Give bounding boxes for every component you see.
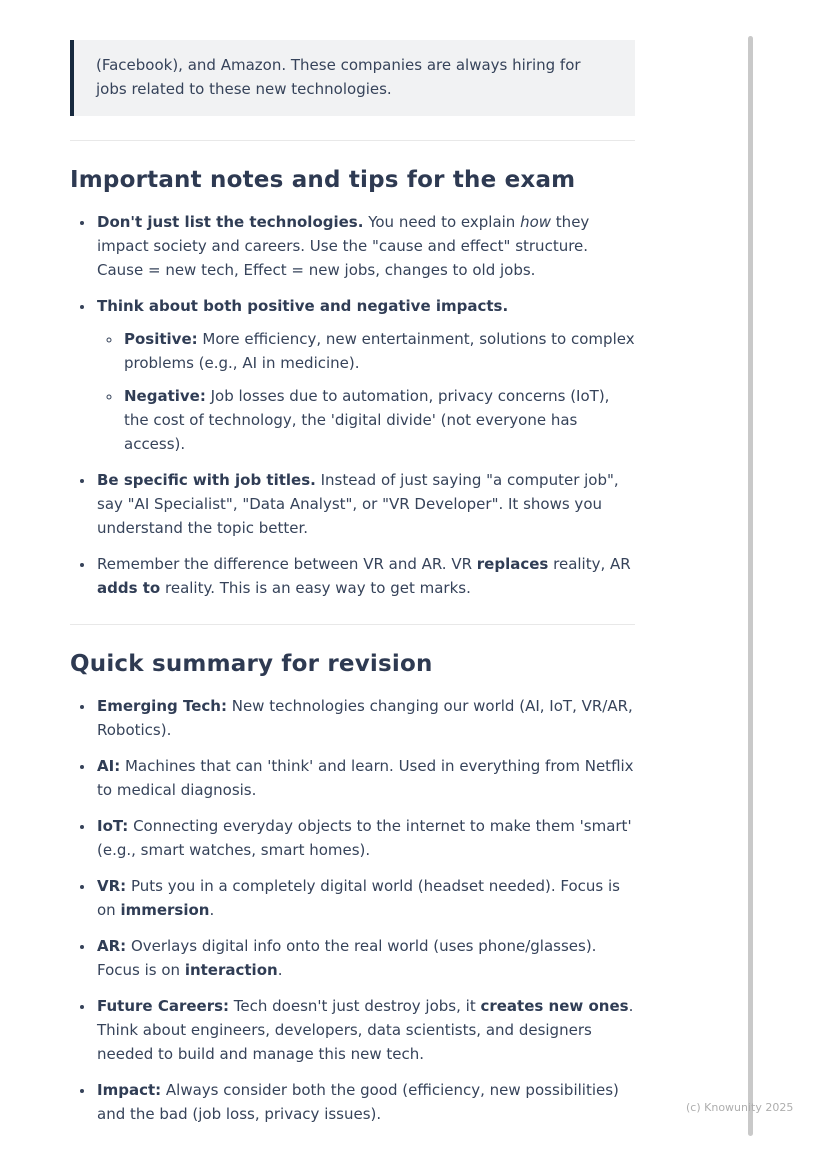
text-segment: Job losses due to automation, privacy concerns (IoT), the cost of technology, the 'digital divide' (not everyone has access). xyxy=(124,386,610,453)
list-item xyxy=(95,994,635,1066)
exam-tips-list xyxy=(70,210,635,600)
text-segment: Don't just list the technologies. xyxy=(97,212,364,231)
list-item xyxy=(95,552,635,600)
list-item xyxy=(95,1078,635,1126)
text-segment: Always consider both the good (efficiency, new possibilities) and the bad (job loss, privacy issues). xyxy=(97,1080,619,1123)
text-segment: VR: xyxy=(97,876,127,895)
text-segment: IoT: xyxy=(97,816,129,835)
text-segment: Puts you in a completely digital world (headset needed). Focus is on xyxy=(97,876,620,919)
text-segment: More efficiency, new entertainment, solutions to complex problems (e.g., AI in medicine). xyxy=(124,329,635,372)
list-item xyxy=(95,294,635,456)
exam-section-heading: Important notes and tips for the exam xyxy=(70,166,576,193)
text-segment: Tech doesn't just destroy jobs, it xyxy=(229,996,481,1015)
text-segment: Machines that can 'think' and learn. Used in everything from Netflix to medical diagnosis. xyxy=(97,756,634,799)
text-segment: replaces xyxy=(476,554,549,573)
document-content xyxy=(70,40,635,1138)
text-segment: Future Careers: xyxy=(97,996,230,1015)
list-item xyxy=(95,694,635,742)
text-segment: Overlays digital info onto the real world (uses phone/glasses). Focus is on xyxy=(97,936,597,979)
list-subitem xyxy=(122,384,635,456)
text-segment: interaction xyxy=(184,960,278,979)
list-subitem xyxy=(122,327,635,375)
text-segment: Positive: xyxy=(124,329,198,348)
copyright-text: (c) Knowunity 2025 xyxy=(686,1101,794,1114)
text-segment: Think about both positive and negative impacts. xyxy=(97,296,509,315)
text-segment: AI: xyxy=(97,756,121,775)
text-segment: Connecting everyday objects to the internet to make them 'smart' (e.g., smart watches, smart homes). xyxy=(97,816,632,859)
section-divider xyxy=(70,140,635,141)
list-item xyxy=(95,814,635,862)
text-segment: AR: xyxy=(97,936,127,955)
text-segment: immersion xyxy=(120,900,210,919)
list-item xyxy=(95,468,635,540)
text-segment: . xyxy=(277,960,283,979)
text-segment: Instead of just saying "a computer job", say "AI Specialist", "Data Analyst", or "VR Developer". It shows you understand the topic better. xyxy=(97,470,619,537)
text-segment: . xyxy=(209,900,215,919)
text-segment: adds to xyxy=(97,578,161,597)
list-item xyxy=(95,754,635,802)
text-segment: reality, AR xyxy=(548,554,631,573)
text-segment: New technologies changing our world (AI, IoT, VR/AR, Robotics). xyxy=(97,696,633,739)
summary-list xyxy=(70,694,635,1126)
text-segment: You need to explain xyxy=(363,212,521,231)
text-segment: Impact: xyxy=(97,1080,162,1099)
list-item xyxy=(95,874,635,922)
section-divider xyxy=(70,624,635,625)
list-item xyxy=(95,934,635,982)
text-segment: Remember the difference between VR and AR. VR xyxy=(97,554,477,573)
text-segment: Emerging Tech: xyxy=(97,696,227,715)
text-segment: Negative: xyxy=(124,386,206,405)
text-segment: creates new ones xyxy=(480,996,629,1015)
text-segment: Be specific with job titles. xyxy=(97,470,316,489)
list-item xyxy=(95,210,635,282)
text-segment: they impact society and careers. Use the "cause and effect" structure. Cause = new tech, Effect = new jobs, changes to old jobs. xyxy=(97,212,590,279)
quote-callout xyxy=(70,40,635,116)
callout-text: (Facebook), and Amazon. These companies are always hiring for jobs related to these new technologies. xyxy=(96,56,581,99)
summary-section-heading: Quick summary for revision xyxy=(70,650,433,677)
text-segment: how xyxy=(520,212,552,231)
text-segment: reality. This is an easy way to get marks. xyxy=(160,578,471,597)
scrollbar-track[interactable] xyxy=(748,36,753,1136)
text-segment: . Think about engineers, developers, data scientists, and designers needed to build and manage this new tech. xyxy=(97,996,634,1063)
nested-list xyxy=(97,327,635,456)
